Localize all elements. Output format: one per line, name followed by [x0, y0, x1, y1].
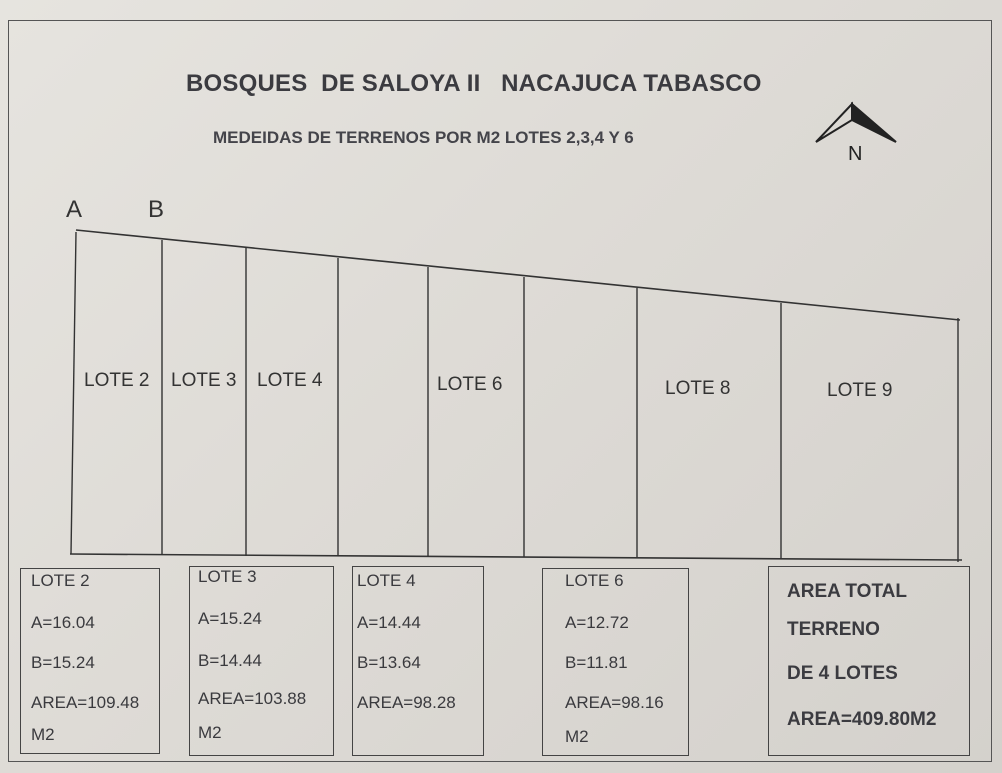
lot-table-2	[20, 568, 160, 754]
point-b-label: B	[148, 196, 165, 223]
lot-divider	[71, 232, 76, 554]
lot-table-side-b: B=13.64	[357, 653, 421, 672]
lot-table-side-b: B=11.81	[565, 653, 628, 672]
north-boundary-line	[76, 230, 960, 320]
lot-table-6	[542, 568, 689, 756]
lot-table-side-a: A=15.24	[198, 609, 262, 628]
south-boundary-line	[70, 554, 962, 560]
lot-table-title: LOTE 6	[565, 571, 624, 590]
lot-table-side-b: B=14.44	[198, 651, 262, 670]
lot-label-4: LOTE 4	[257, 370, 323, 391]
lot-table-area: AREA=109.48	[31, 693, 140, 712]
lot-label-2: LOTE 2	[84, 370, 150, 391]
lot-table-area: AREA=103.88	[198, 689, 307, 708]
total-area-line-3: DE 4 LOTES	[787, 663, 898, 684]
lot-table-title: LOTE 2	[31, 571, 90, 590]
page-subtitle: MEDEIDAS DE TERRENOS POR M2 LOTES 2,3,4 Y 6	[213, 128, 634, 147]
total-area-value: AREA=409.80M2	[787, 709, 937, 730]
total-area-line-1: AREA TOTAL	[787, 581, 907, 602]
point-a-label: A	[66, 196, 83, 223]
lot-label-3: LOTE 3	[171, 370, 237, 391]
lot-table-area: AREA=98.28	[357, 693, 456, 712]
lot-label-6: LOTE 6	[437, 374, 503, 395]
lot-table-title: LOTE 4	[357, 571, 416, 590]
lot-table-area: AREA=98.16	[565, 693, 664, 712]
lot-table-3	[189, 566, 334, 756]
total-area-box	[768, 566, 970, 756]
lot-table-unit: M2	[31, 725, 55, 744]
lot-label-8: LOTE 8	[665, 378, 731, 399]
lot-table-side-a: A=16.04	[31, 613, 95, 632]
lot-label-9: LOTE 9	[827, 380, 893, 401]
lot-table-4	[352, 566, 484, 756]
lot-table-unit: M2	[198, 723, 222, 742]
lot-table-title: LOTE 3	[198, 567, 257, 586]
lot-table-side-b: B=15.24	[31, 653, 95, 672]
total-area-line-2: TERRENO	[787, 619, 880, 640]
page-title: BOSQUES DE SALOYA II NACAJUCA TABASCO	[186, 70, 762, 97]
north-label: N	[848, 143, 863, 165]
lot-table-side-a: A=14.44	[357, 613, 421, 632]
lot-table-side-a: A=12.72	[565, 613, 629, 632]
lot-table-unit: M2	[565, 727, 589, 746]
